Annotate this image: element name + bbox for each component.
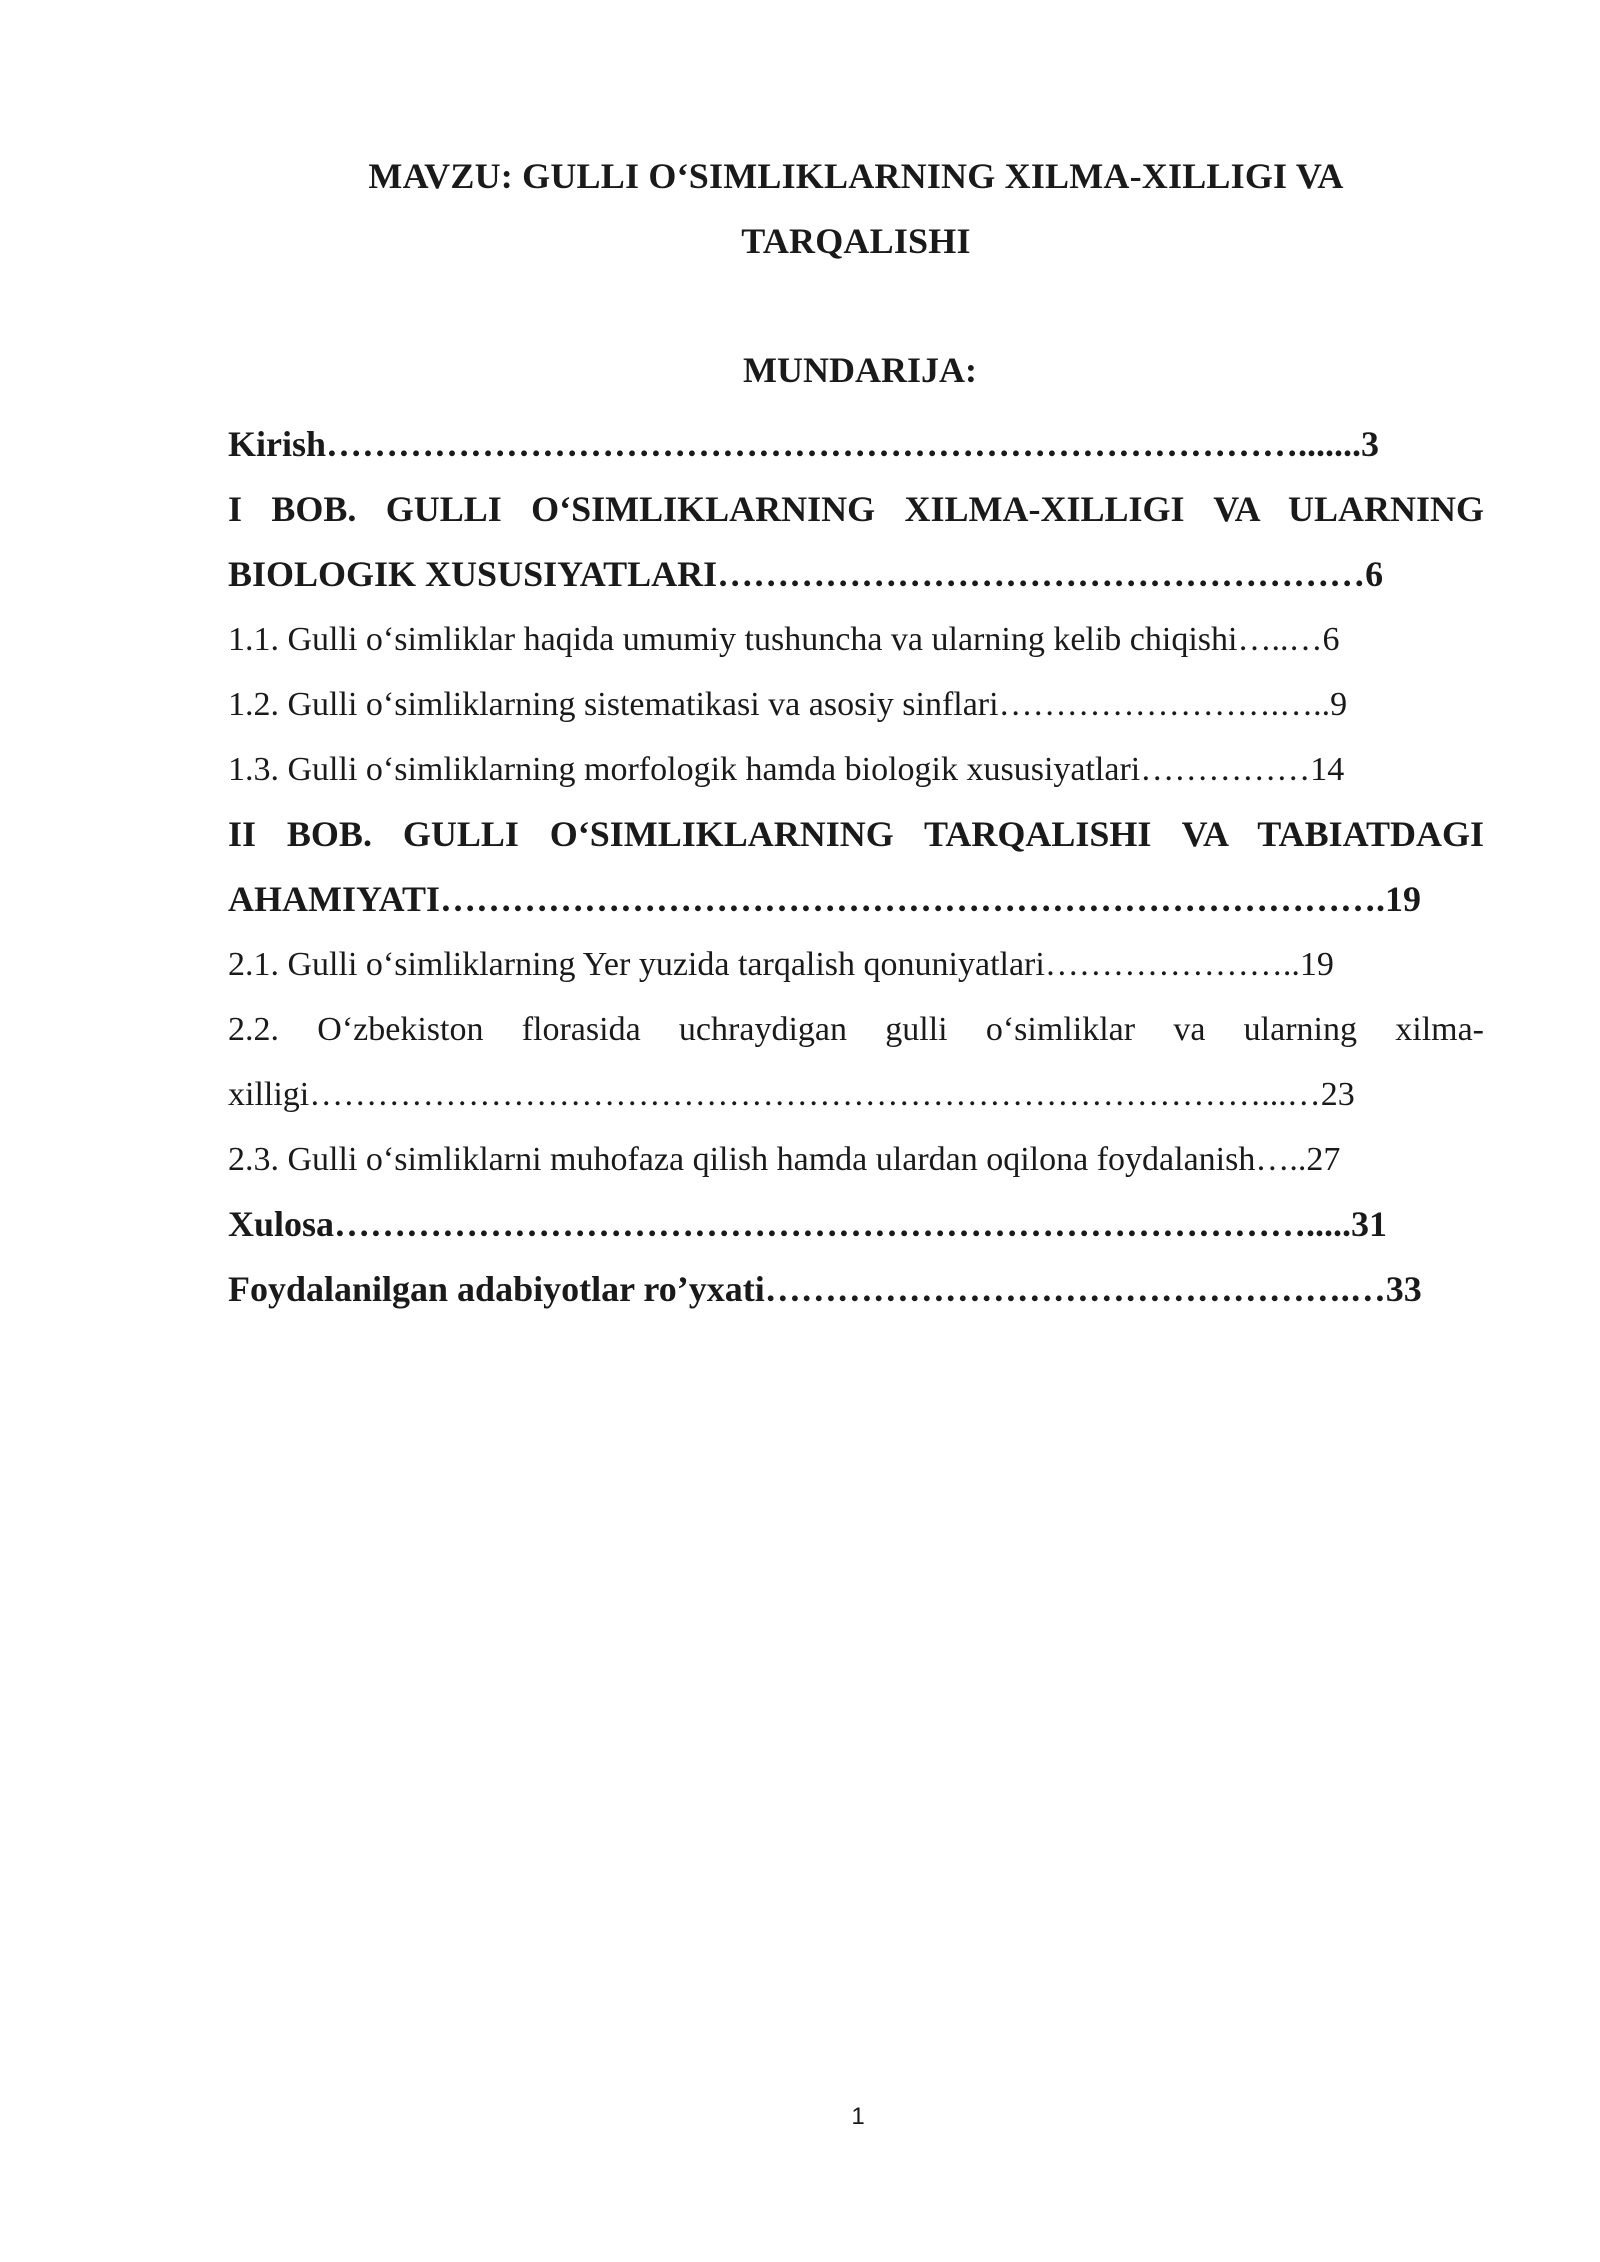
toc-entry-1-2: 1.2. Gulli o‘simliklarning sistematikasi va asosiy sinflari…………………….…..9 (228, 686, 1348, 723)
toc-entry-2-2-line-2: xilligi…………………………………………………………………………...…23 (228, 1076, 1355, 1113)
toc-entry-1-3: 1.3. Gulli o‘simliklarning morfologik hamda biologik xususiyatlari……………14 (228, 751, 1345, 788)
toc-entry-2-1: 2.1. Gulli o‘simliklarning Yer yuzida tarqalish qonuniyatlari…………………..19 (228, 946, 1334, 983)
document-title-line-2: TARQALISHI (741, 221, 971, 261)
toc-entry-references: Foydalanilgan adabiyotlar ro’yxati………………………………………….…33 (228, 1269, 1422, 1309)
toc-entry-chapter-2-line-2: AHAMIYATI…………………………………………………………………….19 (228, 879, 1422, 919)
toc-entry-chapter-2-line-1: II BOB. GULLI O‘SIMLIKLARNING TARQALISHI VA TABIATDAGI (228, 814, 1484, 854)
toc-entry-kirish: Kirish……………………………………………………………………….......3 (228, 424, 1380, 464)
toc-entry-2-3: 2.3. Gulli o‘simliklarni muhofaza qilish hamda ulardan oqilona foydalanish…..27 (228, 1141, 1341, 1178)
toc-entry-2-2-line-1: 2.2. O‘zbekiston florasida uchraydigan gulli o‘simliklar va ularning xilma- (228, 1011, 1484, 1048)
toc-heading: MUNDARIJA: (743, 350, 977, 390)
toc-entry-xulosa: Xulosa……………………………………………………………………….....31 (228, 1204, 1388, 1244)
document-title-line-1: MAVZU: GULLI O‘SIMLIKLARNING XILMA-XILLIGI VA (368, 156, 1344, 196)
page-number: 1 (851, 2103, 865, 2130)
toc-entry-1-1: 1.1. Gulli o‘simliklar haqida umumiy tushuncha va ularning kelib chiqishi…..…6 (228, 621, 1340, 658)
table-of-contents (228, 412, 1484, 1322)
toc-entry-chapter-1-line-1: I BOB. GULLI O‘SIMLIKLARNING XILMA-XILLIGI VA ULARNING (228, 489, 1484, 529)
toc-entry-chapter-1-line-2: BIOLOGIK XUSUSIYATLARI………………………………………………6 (228, 554, 1384, 594)
